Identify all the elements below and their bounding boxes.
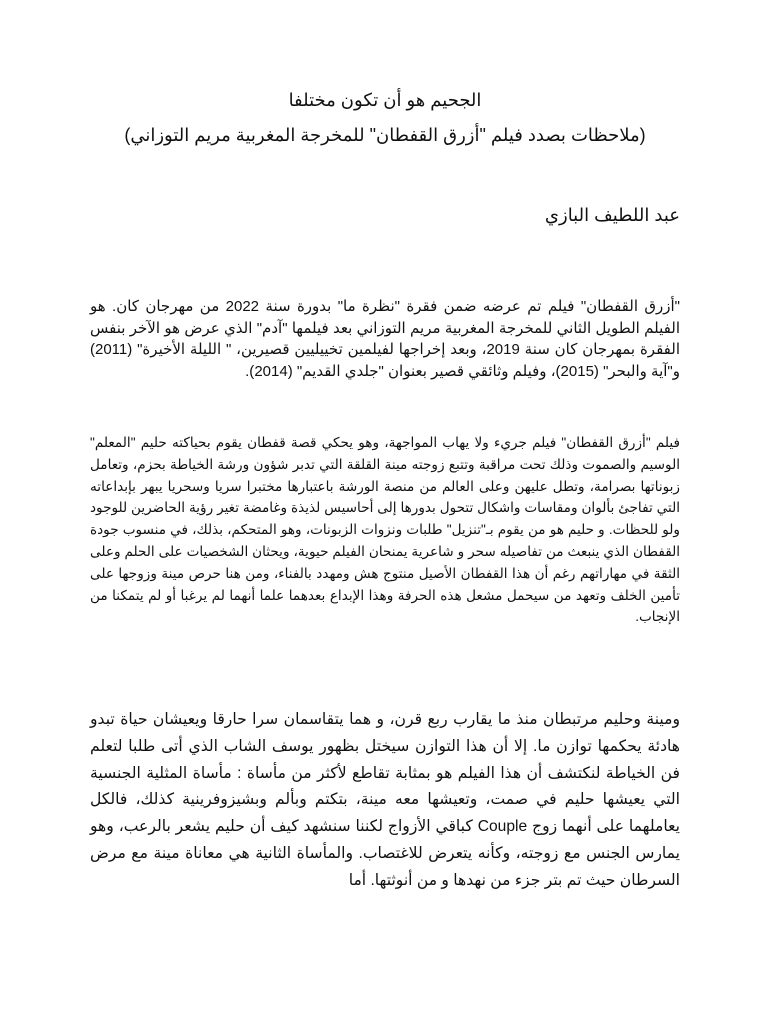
author-name: عبد اللطيف البازي bbox=[544, 205, 680, 225]
paragraph-intro: "أزرق القفطان" فيلم تم عرضه ضمن فقرة "نظرة ما" بدورة سنة 2022 من مهرجان كان. هو الفيلم الطويل الثاني للمخرجة المغربية مريم التوزاني بعد فيلمها "آدم" الذي عرض هو الآخر بنفس الفقرة بمهرجان كان سنة 2019، وبعد إخراجها لفيلمين تخييليين قصيرين، " الليلة الأخيرة" (2011) و"آية والبحر" (2015)، وفيلم وثائقي قصير بعنوان "جلدي القديم" (2014). bbox=[90, 298, 680, 380]
paragraph-characters: ومينة وحليم مرتبطان منذ ما يقارب ربع قرن، و هما يتقاسمان سرا حارقا ويعيشان حياة تبدو هادئة يحكمها توازن ما. إلا أن هذا التوازن سيختل بظهور يوسف الشاب الذي أتى طلبا لتعلم فن الخياطة لنكتشف أن هذا الفيلم هو بمثابة تقاطع لأكثر من مأساة : مأساة المثلية الجنسية التي يعيشها حليم في صمت، وتعيشها معه مينة، بتكتم وبألم وبشيزوفرينية كذلك، فالكل يعاملهما على أنهما زوج Couple كباقي الأزواج لكننا سنشهد كيف أن حليم يشعر بالرعب، وهو يمارس الجنس مع زوجته، وكأنه يتعرض للاغتصاب. والمأساة الثانية هي معاناة مينة مع مرض السرطان حيث تم بتر جزء من نهدها و من أنوثتها. أما bbox=[90, 711, 680, 889]
paragraph-story: فيلم "أزرق القفطان" فيلم جريء ولا يهاب المواجهة، وهو يحكي قصة قفطان يقوم بحياكته حليم "المعلم" الوسيم والصموت وذلك تحت مراقبة وتتبع زوجته مينة القلقة التي تدبر شؤون ورشة الخياطة بحزم، وتعامل زبوناتها بصرامة، وتطل عليهن وعلى العالم من منصة الورشة باعتبارها مختبرا سريا وسحريا يبهر بإبداعاته التي تفاجئ بألوان ومقاسات واشكال تتحول بدورها إلى أحاسيس لذيذة وغامضة تغير رؤية الحاضرين للوجود ولو للحظات. و حليم هو من يقوم بـ"تنزيل" طلبات ونزوات الزبونات، وهو المتحكم، بذلك، في منسوب جودة القفطان الذي ينبعث من تفاصيله سحر و شاعرية يمنحان الفيلم حيوية، ويحثان الشخصيات على الحلم وعلى الثقة في مهاراتهم رغم أن هذا القفطان الأصيل منتوج هش ومهدد بالفناء، ومن هنا حرص مينة وزوجها على تأمين الخلف وتعهد من سيحمل مشعل هذه الحرفة وهذا الإبداع بعدهما علما أنهما لم يرغبا أو لم يتمكنا من الإنجاب. bbox=[90, 435, 680, 625]
document-page bbox=[90, 0, 680, 1024]
document-subtitle: (ملاحظات بصدد فيلم "أزرق القفطان" للمخرجة المغربية مريم التوزاني) bbox=[124, 125, 646, 145]
document-title: الجحيم هو أن تكون مختلفا bbox=[288, 90, 482, 110]
